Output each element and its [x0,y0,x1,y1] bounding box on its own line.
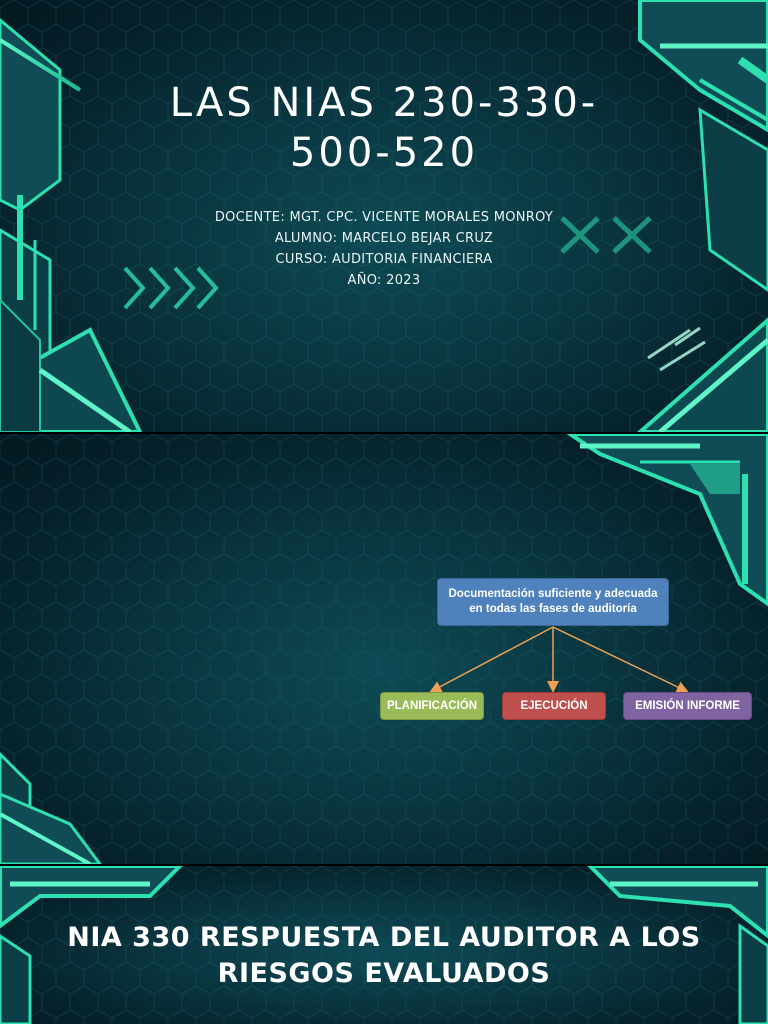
emision-informe-box: EMISIÓN INFORME [623,692,752,720]
planificacion-box: PLANIFICACIÓN [380,692,484,720]
title-line-1: LAS NIAS 230-330- [169,80,599,126]
credits-block [0,207,768,291]
docente-text: DOCENTE: MGT. CPC. VICENTE MORALES MONROY [214,210,554,225]
title-line-2: 500-520 [289,130,479,176]
title-slide [0,0,768,432]
alumno-text: ALUMNO: MARCELO BEJAR CRUZ [274,231,494,246]
arrow-to-planificacion [432,627,553,691]
root-box-line-2: en todas las fases de auditoría [469,603,637,615]
root-box-line-1: Documentación suficiente y adecuada [448,588,658,600]
diagram-root-box [437,578,669,626]
presentation-title [0,78,768,178]
slide-title-line-2: RIESGOS EVALUADOS [217,958,551,989]
slide-title-line-1: NIA 330 RESPUESTA DEL AUDITOR A LOS [67,922,701,953]
anio-text: AÑO: 2023 [347,273,421,288]
curso-text: CURSO: AUDITORIA FINANCIERA [275,252,493,267]
nia-230-slide [0,434,768,864]
slide-title [0,920,768,992]
diagram-connectors [0,434,768,864]
nia-330-slide [0,866,768,1024]
ejecucion-box: EJECUCIÓN [502,692,606,720]
diagram-arrows [432,627,686,691]
arrow-to-emision [553,627,686,691]
